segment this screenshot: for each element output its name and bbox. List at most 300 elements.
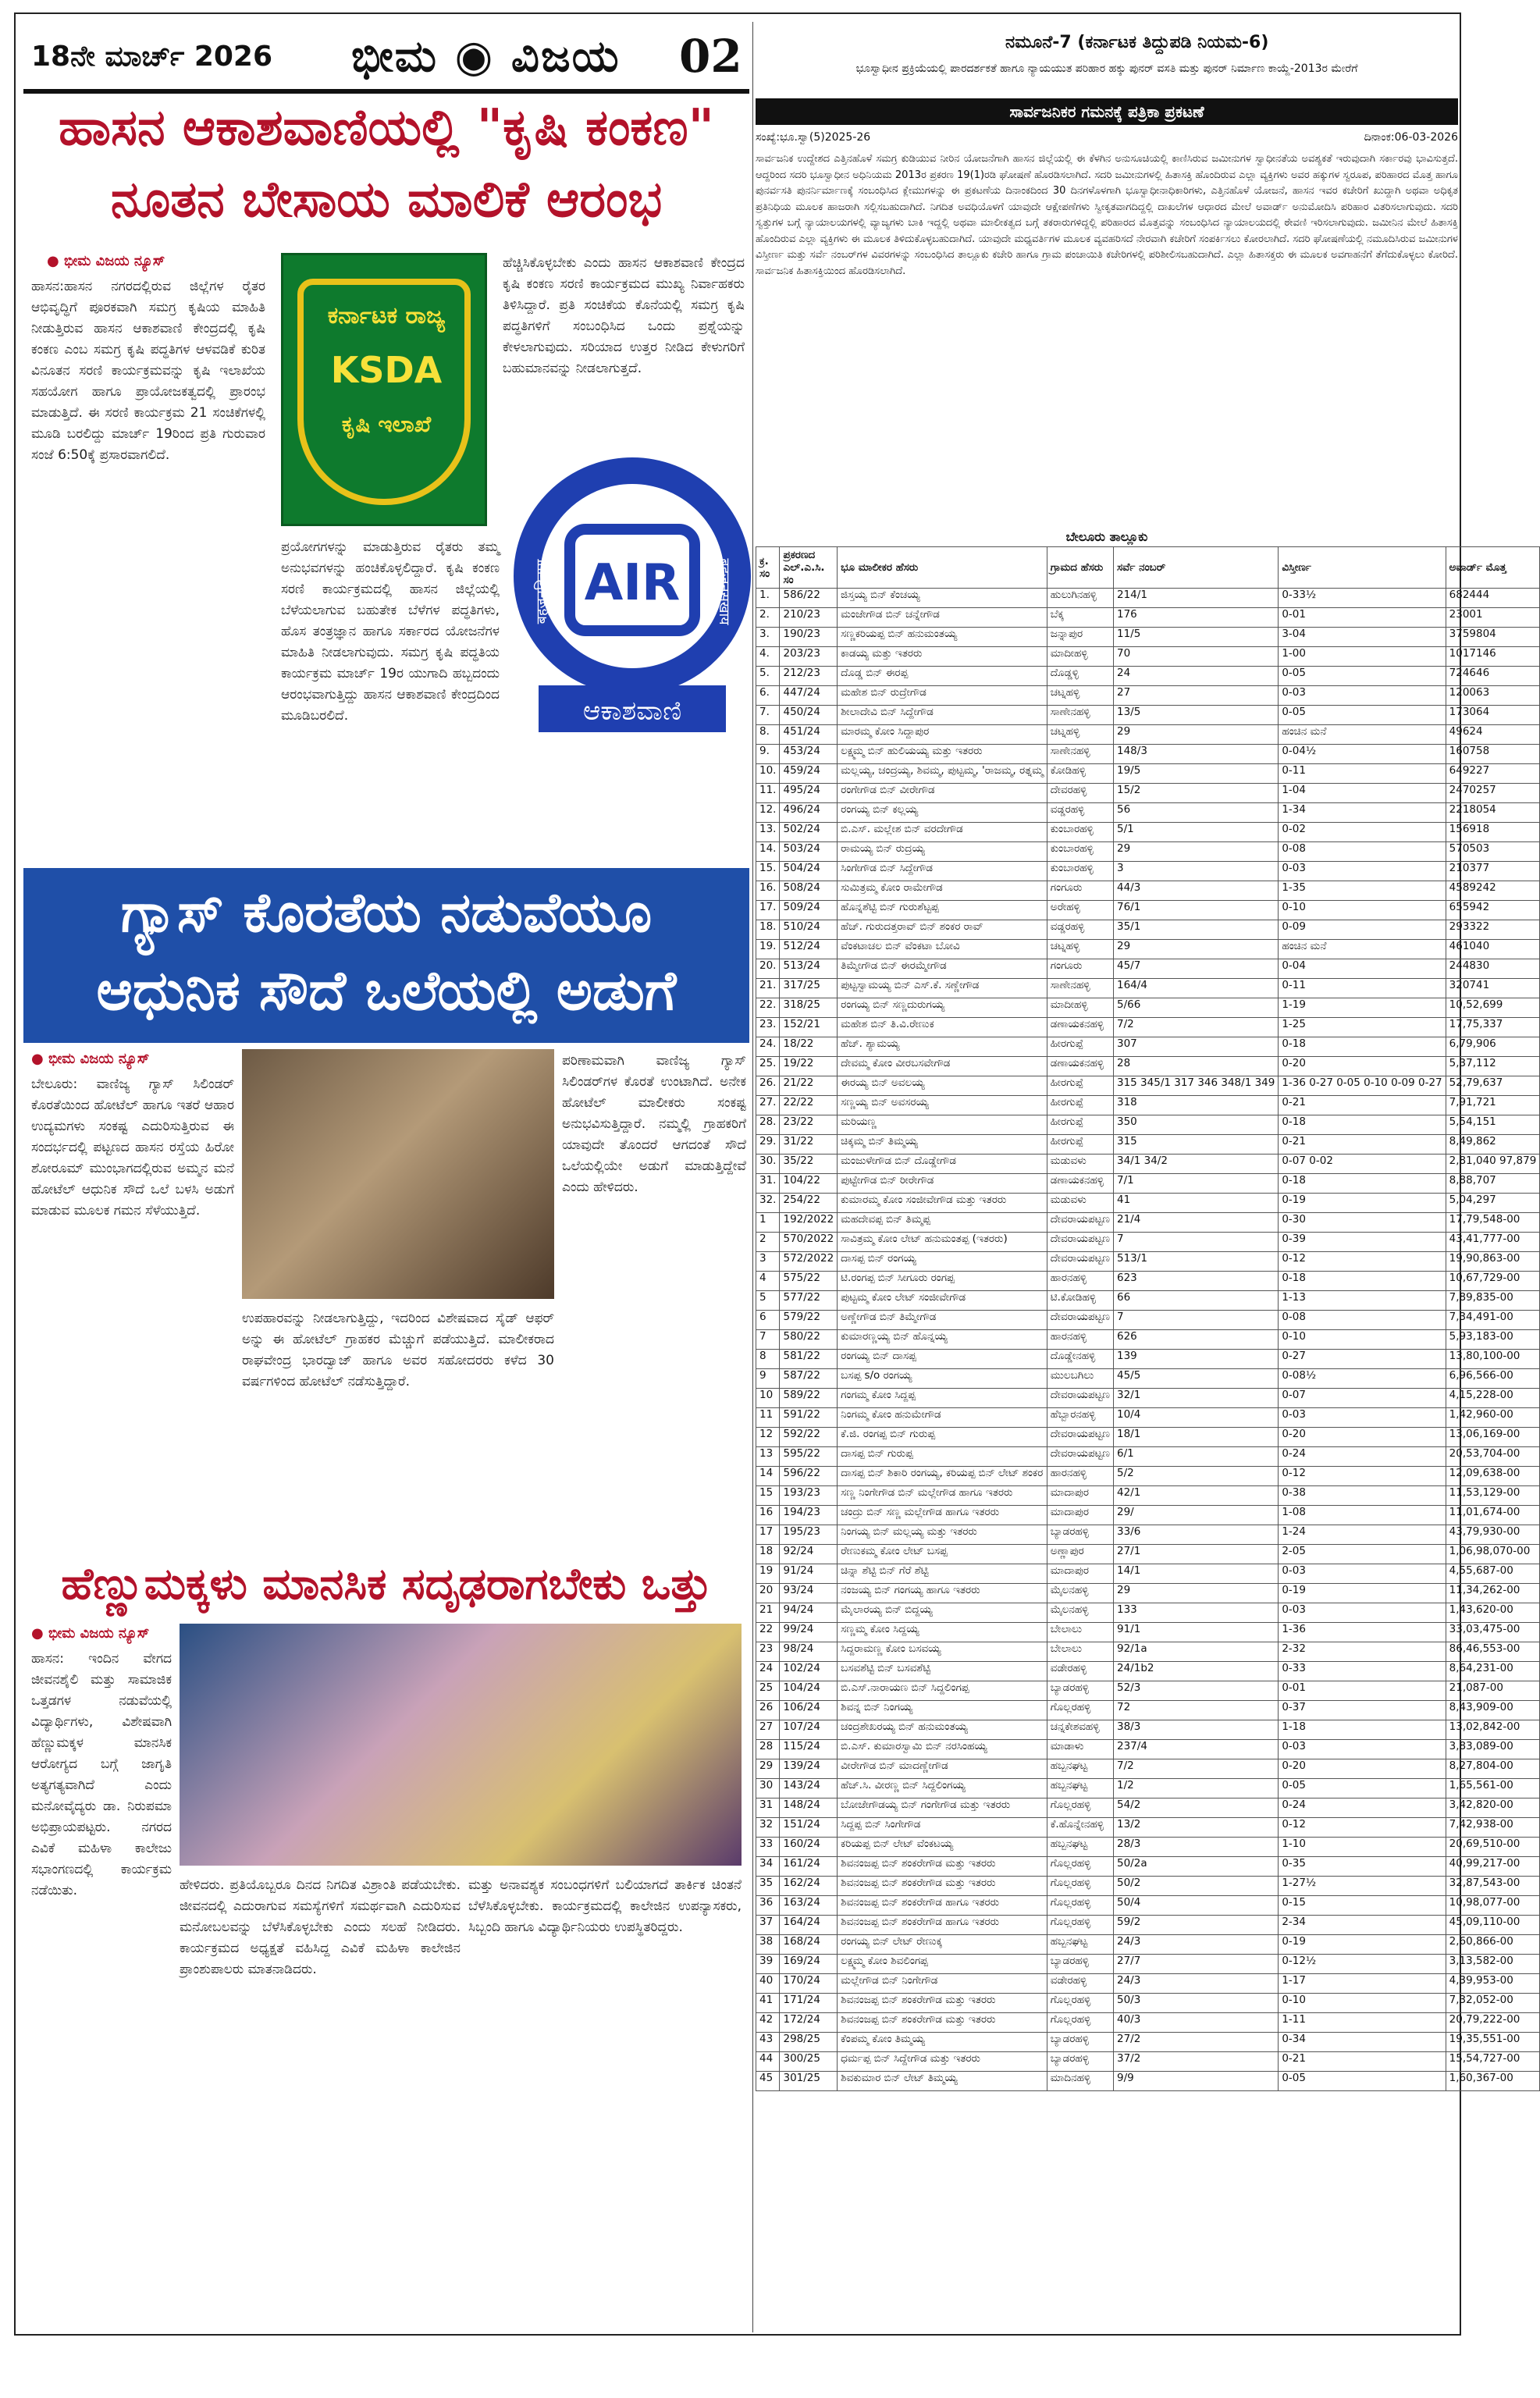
cell-extent: 0-38 <box>1279 1486 1446 1506</box>
table-row <box>756 647 1540 667</box>
awareness-event-photo <box>180 1624 742 1866</box>
cell-sl-no: 17. <box>756 901 780 920</box>
land-award-table <box>756 546 1540 2091</box>
cell-survey: 52/3 <box>1114 1681 1279 1701</box>
cell-survey: 41 <box>1114 1194 1279 1213</box>
cell-owner: ಸಾವಿತ್ರಮ್ಮ ಕೋಂ ಲೇಟ್ ಹನುಮಂತಪ್ಪ (ಇತರರು) <box>838 1233 1047 1252</box>
cell-award: 5,54,151 <box>1446 1115 1540 1135</box>
cell-village: ಕುಂಬಾರಹಳ್ಳಿ <box>1047 842 1113 862</box>
col-case-no: ಪ್ರಕರಣದ ಎಲ್.ಎ.ಸಿ. ಸಂ <box>780 547 838 589</box>
table-row <box>756 1428 1540 1447</box>
cell-sl-no: 31 <box>756 1798 780 1818</box>
cell-case-no: 318/25 <box>780 998 838 1018</box>
cell-sl-no: 41 <box>756 1994 780 2013</box>
cell-case-no: 572/2022 <box>780 1252 838 1272</box>
cell-extent: 0-03 <box>1279 1603 1446 1623</box>
cell-survey: 42/1 <box>1114 1486 1279 1506</box>
cell-village: ಗಂಗೂರು <box>1047 959 1113 979</box>
cell-award: 15,54,727-00 <box>1446 2052 1540 2072</box>
cell-sl-no: 16 <box>756 1506 780 1525</box>
table-row <box>756 1681 1540 1701</box>
cell-sl-no: 5 <box>756 1291 780 1311</box>
table-row <box>756 1350 1540 1369</box>
table-row <box>756 979 1540 998</box>
cell-survey: 50/3 <box>1114 1994 1279 2013</box>
table-row <box>756 1506 1540 1525</box>
cell-village: ಹೀರಗುಪ್ಪೆ <box>1047 1135 1113 1155</box>
cell-extent: 2-05 <box>1279 1545 1446 1564</box>
cell-sl-no: 9. <box>756 745 780 764</box>
cell-case-no: 512/24 <box>780 940 838 959</box>
cell-sl-no: 30 <box>756 1779 780 1798</box>
cell-owner: ನಂಜಯ್ಯ ಬಿನ್ ಗಂಗಯ್ಯ ಹಾಗೂ ಇತರರು <box>838 1584 1047 1603</box>
cell-extent: 0-08 <box>1279 842 1446 862</box>
cell-owner: ಬಸಪ್ಪ s/o ರಂಗಯ್ಯ <box>838 1369 1047 1389</box>
table-row <box>756 1857 1540 1877</box>
table-row <box>756 959 1540 979</box>
newspaper-page <box>14 12 1537 2336</box>
cell-sl-no: 36 <box>756 1896 780 1916</box>
cell-sl-no: 14. <box>756 842 780 862</box>
cell-extent: 0-08 <box>1279 1311 1446 1330</box>
cell-owner: ರಂಗಯ್ಯ ಬಿನ್ ಸಣ್ಣದುರುಗಯ್ಯ <box>838 998 1047 1018</box>
cell-extent: 0-24 <box>1279 1798 1446 1818</box>
article1-body-bottom: ಪ್ರಯೋಗಗಳನ್ನು ಮಾಡುತ್ತಿರುವ ರೈತರು ತಮ್ಮ ಅನುಭವಗಳನ್ನು ಹಂಚಿಕೊಳ್ಳಲಿದ್ದಾರೆ. ಕೃಷಿ ಕಂಕಣ ಸರಣಿ ಕಾರ್ಯಕ್ರಮದಲ್ಲಿ ಹಾಸನ ಜಿಲ್ಲೆಯಲ್ಲಿ ಬೆಳೆಯಲಾಗುವ ಬಹುತೇಕ ಬೆಳೆಗಳ ಪದ್ಧತಿಗಳು, ಹೊಸ ತಂತ್ರಜ್ಞಾನ ಹಾಗೂ ಸರ್ಕಾರದ ಯೋಜನೆಗಳ ಮಾಹಿತಿ ನೀಡಲಾಗುವುದು. ಸಮಗ್ರ ಕೃಷಿ ಪದ್ಧತಿಯ ಕಾರ್ಯಕ್ರಮ ಮಾರ್ಚ್ 19ರ ಯುಗಾದಿ ಹಬ್ಬದಂದು ಆರಂಭವಾಗುತ್ತಿದ್ದು ಹಾಸನ ಆಕಾಶವಾಣಿ ಕೇಂದ್ರದಿಂದ ಮೂಡಿಬರಲಿದೆ. <box>281 539 500 724</box>
cell-case-no: 447/24 <box>780 686 838 706</box>
cell-extent: 0-20 <box>1279 1428 1446 1447</box>
table-row <box>756 1486 1540 1506</box>
cell-sl-no: 30. <box>756 1155 780 1174</box>
cell-extent: 0-03 <box>1279 1408 1446 1428</box>
cell-village: ಗೊಲ್ಲರಹಳ್ಳಿ <box>1047 2013 1113 2033</box>
cell-village: ವಡೇರಹಳ್ಳಿ <box>1047 1974 1113 1994</box>
table-row <box>756 2013 1540 2033</box>
cell-extent: 0-03 <box>1279 686 1446 706</box>
cell-award: 2,60,866-00 <box>1446 1935 1540 1955</box>
cell-case-no: 151/24 <box>780 1818 838 1838</box>
cell-owner: ಪುಟ್ಟೇಗೌಡ ಬಿನ್ ರೀರೇಗೌಡ <box>838 1174 1047 1194</box>
cell-survey: 70 <box>1114 647 1279 667</box>
cell-award: 13,80,100-00 <box>1446 1350 1540 1369</box>
cell-sl-no: 14 <box>756 1467 780 1486</box>
cell-sl-no: 2. <box>756 608 780 628</box>
cell-award: 3,42,820-00 <box>1446 1798 1540 1818</box>
cell-village: ಗೊಲ್ಲರಹಳ್ಳಿ <box>1047 1916 1113 1935</box>
cell-village: ದೇವರಾಯಪಟ್ಟಣ <box>1047 1428 1113 1447</box>
table-row <box>756 686 1540 706</box>
cell-award: 293322 <box>1446 920 1540 940</box>
cell-award: 43,79,930-00 <box>1446 1525 1540 1545</box>
cell-award: 461040 <box>1446 940 1540 959</box>
cell-award: 156918 <box>1446 823 1540 842</box>
cell-extent: 0-21 <box>1279 1096 1446 1115</box>
cell-extent: 0-02 <box>1279 823 1446 842</box>
cell-village: ಕೆ.ಹೊನ್ನೇನಹಳ್ಳಿ <box>1047 1818 1113 1838</box>
cell-sl-no: 38 <box>756 1935 780 1955</box>
cell-extent: 2-34 <box>1279 1916 1446 1935</box>
table-row <box>756 589 1540 608</box>
cell-survey: 18/1 <box>1114 1428 1279 1447</box>
cell-extent: 0-03 <box>1279 1564 1446 1584</box>
table-row <box>756 823 1540 842</box>
cell-village: ಬೆಕ್ಕ <box>1047 608 1113 628</box>
table-row <box>756 901 1540 920</box>
cell-case-no: 162/24 <box>780 1877 838 1896</box>
cell-owner: ಕೆಂಪಮ್ಮ ಕೋಂ ತಿಮ್ಮಯ್ಯ <box>838 2033 1047 2052</box>
table-row <box>756 1779 1540 1798</box>
cell-case-no: 496/24 <box>780 803 838 823</box>
cell-case-no: 169/24 <box>780 1955 838 1974</box>
cell-owner: ಮಂಜೇಗೌಡ ಬಿನ್ ಚನ್ನೇಗೌಡ <box>838 608 1047 628</box>
cell-owner: ಮಲ್ಲೇಗೌಡ ಬಿನ್ ನಿಂಗೇಗೌಡ <box>838 1974 1047 1994</box>
cell-survey: 24/1b2 <box>1114 1662 1279 1681</box>
cell-award: 20,69,510-00 <box>1446 1838 1540 1857</box>
cell-award: 8,64,231-00 <box>1446 1662 1540 1681</box>
cell-owner: ಬಸವಶೆಟ್ಟಿ ಬಿನ್ ಬಸವಶೆಟ್ಟಿ <box>838 1662 1047 1681</box>
cell-award: 173064 <box>1446 706 1540 725</box>
cell-owner: ನಿಂಗಯ್ಯ ಬಿನ್ ಮಲ್ಲಯ್ಯ ಮತ್ತು ಇತರರು <box>838 1525 1047 1545</box>
article2-headline-line1: ಗ್ಯಾಸ್ ಕೊರತೆಯ ನಡುವೆಯೂ <box>120 881 653 945</box>
cell-village: ಅಣ್ಣಾಪುರ <box>1047 1545 1113 1564</box>
cell-case-no: 104/24 <box>780 1681 838 1701</box>
table-row <box>756 1642 1540 1662</box>
table-row <box>756 1018 1540 1037</box>
article2-body-left: ಬೇಲೂರು: ವಾಣಿಜ್ಯ ಗ್ಯಾಸ್ ಸಿಲಿಂಡರ್ ಕೊರತೆಯಿಂದ ಹೋಟೆಲ್ ಹಾಗೂ ಇತರೆ ಆಹಾರ ಉದ್ಯಮಗಳು ಸಂಕಷ್ಟ ಎದುರಿಸುತ್ತಿರುವ ಈ ಸಂದರ್ಭದಲ್ಲಿ ಪಟ್ಟಣದ ಹಾಸನ ರಸ್ತೆಯ ಹಿರೋ ಶೋರೂಮ್ ಮುಂಭಾಗದಲ್ಲಿರುವ ಅಮ್ಮನ ಮನೆ ಹೋಟೆಲ್ ಆಧುನಿಕ ಸೌದೆ ಒಲೆ ಬಳಸಿ ಅಡುಗೆ ಮಾಡುವ ಮೂಲಕ ಗಮನ ಸೆಳೆಯುತ್ತಿದೆ. <box>31 1076 234 1219</box>
table-row <box>756 998 1540 1018</box>
cell-owner: ನಿಂಗಮ್ಮ ಕೋಂ ಹನುಮೇಗೌಡ <box>838 1408 1047 1428</box>
cell-sl-no: 40 <box>756 1974 780 1994</box>
cell-village: ಕುಂಬಾರಹಳ್ಳಿ <box>1047 862 1113 881</box>
table-row <box>756 1291 1540 1311</box>
article3-body-right: ಮತ್ತು ಅನಾವಶ್ಯಕ ಸಂಬಂಧಗಳಿಗೆ ಬಲಿಯಾಗದೆ ತಾರ್ಕಿಕ ಚಿಂತನೆ ಬೆಳೆಸಿಕೊಳ್ಳಬೇಕು. ಕಾರ್ಯಕ್ರಮದಲ್ಲಿ ಕಾಲೇಜಿನ ಉಪನ್ಯಾಸಕರು, ಸಿಬ್ಬಂದಿ ಹಾಗೂ ವಿದ್ಯಾರ್ಥಿನಿಯರು ಉಪಸ್ಥಿತರಿದ್ದರು. <box>468 1877 742 1935</box>
notice-banner: ಸಾರ್ವಜನಿಕರ ಗಮನಕ್ಕೆ ಪತ್ರಿಕಾ ಪ್ರಕಟಣೆ <box>756 98 1458 125</box>
article1-byline: ● ಭೀಮ ವಿಜಯ ನ್ಯೂಸ್ <box>47 253 165 269</box>
cell-village: ಟಿ.ಕೋಡಿಹಳ್ಳಿ <box>1047 1291 1113 1311</box>
cell-survey: 35/1 <box>1114 920 1279 940</box>
cell-extent: 0-07 <box>1279 1389 1446 1408</box>
table-row <box>756 1252 1540 1272</box>
cell-case-no: 168/24 <box>780 1935 838 1955</box>
cell-survey: 27/7 <box>1114 1955 1279 1974</box>
cell-case-no: 508/24 <box>780 881 838 901</box>
cell-case-no: 589/22 <box>780 1389 838 1408</box>
article2-headline-line2: ಆಧುನಿಕ ಸೌದೆ ಒಲೆಯಲ್ಲಿ ಅಡುಗೆ <box>96 959 677 1023</box>
cell-village: ಮೈಲನಹಳ್ಳಿ <box>1047 1584 1113 1603</box>
cell-owner: ಸುಮಿತ್ರಮ್ಮ ಕೋಂ ರಾಮೇಗೌಡ <box>838 881 1047 901</box>
cell-survey: 29 <box>1114 725 1279 745</box>
cell-village: ಚಟ್ನಹಳ್ಳಿ <box>1047 686 1113 706</box>
cell-owner: ಶಿವನಂಜಪ್ಪ ಬಿನ್ ಶಂಕರೇಗೌಡ ಮತ್ತು ಇತರರು <box>838 1877 1047 1896</box>
cell-case-no: 190/23 <box>780 628 838 647</box>
col-owner-name: ಭೂ ಮಾಲೀಕರ ಹೆಸರು <box>838 547 1047 589</box>
cell-case-no: 450/24 <box>780 706 838 725</box>
article2-body-mid: ಉಪಹಾರವನ್ನು ನೀಡಲಾಗುತ್ತಿದ್ದು, ಇದರಿಂದ ವಿಶೇಷವಾದ ಸೈಡ್ ಆಫರ್ ಅನ್ನು ಈ ಹೋಟೆಲ್ ಗ್ರಾಹಕರ ಮೆಚ್ಚುಗೆ ಪಡೆಯುತ್ತಿದೆ. ಮಾಲೀಕರಾದ ರಾಘವೇಂದ್ರ ಭಾರದ್ವಾಜ್ ಹಾಗೂ ಅವರ ಸಹೋದರರು ಕಳೆದ 30 ವರ್ಷಗಳಿಂದ ಹೋಟೆಲ್ ನಡೆಸುತ್ತಿದ್ದಾರೆ. <box>242 1311 554 1389</box>
cell-extent: 0-24 <box>1279 1447 1446 1467</box>
table-row <box>756 842 1540 862</box>
cell-sl-no: 1. <box>756 589 780 608</box>
cell-award: 8,43,909-00 <box>1446 1701 1540 1720</box>
cell-village: ಹುಲುಗಿನಹಳ್ಳಿ <box>1047 589 1113 608</box>
article2-body-right: ಪರಿಣಾಮವಾಗಿ ವಾಣಿಜ್ಯ ಗ್ಯಾಸ್ ಸಿಲಿಂಡರ್‌ಗಳ ಕೊರತೆ ಉಂಟಾಗಿದೆ. ಅನೇಕ ಹೋಟೆಲ್ ಮಾಲೀಕರು ಸಂಕಷ್ಟ ಅನುಭವಿಸುತ್ತಿದ್ದಾರೆ. ನಮ್ಮಲ್ಲಿ ಗ್ರಾಹಕರಿಗೆ ಯಾವುದೇ ತೊಂದರೆ ಆಗದಂತೆ ಸೌದೆ ಒಲೆಯಲ್ಲಿಯೇ ಅಡುಗೆ ಮಾಡುತ್ತಿದ್ದೇವೆ ಎಂದು ಹೇಳಿದರು. <box>562 1053 746 1195</box>
cell-sl-no: 13. <box>756 823 780 842</box>
cell-survey: 37/2 <box>1114 2052 1279 2072</box>
table-row <box>756 1818 1540 1838</box>
cell-sl-no: 12. <box>756 803 780 823</box>
cell-owner: ಬೋಜೇಗೌಡಯ್ಯ ಬಿನ್ ಗಂಗೇಗೌಡ ಮತ್ತು ಇತರರು <box>838 1798 1047 1818</box>
cell-case-no: 298/25 <box>780 2033 838 2052</box>
cell-award: 6,96,566-00 <box>1446 1369 1540 1389</box>
cell-extent: 0-10 <box>1279 1994 1446 2013</box>
cell-award: 19,35,551-00 <box>1446 2033 1540 2052</box>
cell-extent: 1-13 <box>1279 1291 1446 1311</box>
cell-survey: 5/2 <box>1114 1467 1279 1486</box>
cell-case-no: 107/24 <box>780 1720 838 1740</box>
column-divider <box>752 22 753 2332</box>
table-row <box>756 1701 1540 1720</box>
cell-survey: 5/66 <box>1114 998 1279 1018</box>
cell-survey: 350 <box>1114 1115 1279 1135</box>
cell-award: 17,79,548-00 <box>1446 1213 1540 1233</box>
col-sl-no: ಕ್ರ. ಸಂ <box>756 547 780 589</box>
table-header-row <box>756 547 1540 589</box>
table-row <box>756 1759 1540 1779</box>
cell-survey: 72 <box>1114 1701 1279 1720</box>
cell-award: 12,09,638-00 <box>1446 1467 1540 1486</box>
cell-award: 10,67,729-00 <box>1446 1272 1540 1291</box>
cell-case-no: 580/22 <box>780 1330 838 1350</box>
cell-sl-no: 27. <box>756 1096 780 1115</box>
cell-extent: 1-08 <box>1279 1506 1446 1525</box>
cell-award: 8,88,707 <box>1446 1174 1540 1194</box>
cell-case-no: 91/24 <box>780 1564 838 1584</box>
cell-extent: 0-03 <box>1279 1740 1446 1759</box>
cell-village: ಬ್ಯಾಡರಹಳ್ಳಿ <box>1047 2052 1113 2072</box>
cell-survey: 54/2 <box>1114 1798 1279 1818</box>
cell-case-no: 143/24 <box>780 1779 838 1798</box>
cell-village: ಮಡುವಳು <box>1047 1155 1113 1174</box>
table-row <box>756 1233 1540 1252</box>
cell-award: 3,83,089-00 <box>1446 1740 1540 1759</box>
cell-sl-no: 3 <box>756 1252 780 1272</box>
cell-award: 40,99,217-00 <box>1446 1857 1540 1877</box>
table-row <box>756 1467 1540 1486</box>
cell-village: ಬ್ಯಾಡರಹಳ್ಳಿ <box>1047 1955 1113 1974</box>
cell-sl-no: 26. <box>756 1076 780 1096</box>
cell-sl-no: 25 <box>756 1681 780 1701</box>
cell-village: ಕುಂಬಾರಹಳ್ಳಿ <box>1047 823 1113 842</box>
cell-case-no: 513/24 <box>780 959 838 979</box>
cell-award: 3759804 <box>1446 628 1540 647</box>
cell-village: ದೇವರಾಯಪಟ್ಟಣ <box>1047 1213 1113 1233</box>
cell-survey: 28/3 <box>1114 1838 1279 1857</box>
cell-sl-no: 19 <box>756 1564 780 1584</box>
cell-village: ಹಬ್ಬನಘಟ್ಟ <box>1047 1779 1113 1798</box>
cell-owner: ಬಿ.ಎಸ್. ಕುಮಾರಸ್ವಾಮಿ ಬಿನ್ ನರಸಿಂಹಯ್ಯ <box>838 1740 1047 1759</box>
cell-sl-no: 15 <box>756 1486 780 1506</box>
cell-case-no: 161/24 <box>780 1857 838 1877</box>
cell-owner: ದೊಡ್ಡ ಬಿನ್ ಈರಪ್ಪ <box>838 667 1047 686</box>
cell-award: 1017146 <box>1446 647 1540 667</box>
cell-survey: 623 <box>1114 1272 1279 1291</box>
cell-award: 1,06,98,070-00 <box>1446 1545 1540 1564</box>
table-row <box>756 1115 1540 1135</box>
cell-survey: 24/3 <box>1114 1974 1279 1994</box>
cell-case-no: 148/24 <box>780 1798 838 1818</box>
cell-extent: 0-21 <box>1279 1135 1446 1155</box>
cell-village: ದೇವರಾಯಪಟ್ಟಣ <box>1047 1389 1113 1408</box>
cell-village: ಡಣಾಯಕನಹಳ್ಳಿ <box>1047 1057 1113 1076</box>
table-row <box>756 1545 1540 1564</box>
col-extent: ವಿಸ್ತೀರ್ಣ <box>1279 547 1446 589</box>
cell-village: ದೇವರಾಯಪಟ್ಟಣ <box>1047 1252 1113 1272</box>
cell-owner: ರಂಗೇಗೌಡ ಬಿನ್ ವೀರೇಗೌಡ <box>838 784 1047 803</box>
cell-extent: 0-37 <box>1279 1701 1446 1720</box>
table-row <box>756 1525 1540 1545</box>
cell-owner: ಬಿ.ಎಸ್. ಮಲ್ಲೇಶ ಬಿನ್ ವರದೇಗೌಡ <box>838 823 1047 842</box>
cell-owner: ಚಂದ್ರಶೇಖರಯ್ಯ ಬಿನ್ ಹನುಮಂತಯ್ಯ <box>838 1720 1047 1740</box>
cell-owner: ಲಕ್ಷ್ಮಮ್ಮ ಕೋಂ ಶಿವಲಿಂಗಪ್ಪ <box>838 1955 1047 1974</box>
cell-extent: 1-10 <box>1279 1838 1446 1857</box>
cell-extent: 1-19 <box>1279 998 1446 1018</box>
cell-extent: 0-18 <box>1279 1174 1446 1194</box>
cell-extent: 0-34 <box>1279 2033 1446 2052</box>
cell-owner: ಕಾಡಯ್ಯ ಮತ್ತು ಇತರರು <box>838 647 1047 667</box>
cell-sl-no: 43 <box>756 2033 780 2052</box>
cell-survey: 7/2 <box>1114 1759 1279 1779</box>
cell-sl-no: 33 <box>756 1838 780 1857</box>
cell-award: 655942 <box>1446 901 1540 920</box>
cell-sl-no: 7. <box>756 706 780 725</box>
cell-case-no: 591/22 <box>780 1408 838 1428</box>
cell-sl-no: 18 <box>756 1545 780 1564</box>
cell-survey: 24/3 <box>1114 1935 1279 1955</box>
cell-extent: 0-12 <box>1279 1467 1446 1486</box>
table-row <box>756 1330 1540 1350</box>
cell-extent: 1-11 <box>1279 2013 1446 2033</box>
air-monogram: AIR <box>584 554 681 612</box>
table-row <box>756 1584 1540 1603</box>
table-row <box>756 1603 1540 1623</box>
cell-award: 20,53,704-00 <box>1446 1447 1540 1467</box>
cell-sl-no: 1 <box>756 1213 780 1233</box>
cell-sl-no: 4 <box>756 1272 780 1291</box>
cell-owner: ಕುಮಾರಣ್ಣಯ್ಯ ಬಿನ್ ಹೊನ್ನಯ್ಯ <box>838 1330 1047 1350</box>
cell-survey: 15/2 <box>1114 784 1279 803</box>
table-row <box>756 1838 1540 1857</box>
cell-award: 19,90,863-00 <box>1446 1252 1540 1272</box>
cell-extent: 0-33 <box>1279 1662 1446 1681</box>
cell-owner: ಪುಟ್ಟಸ್ವಾಮಯ್ಯ ಬಿನ್ ಎಸ್.ಕೆ. ಸಣ್ಣೇಗೌಡ <box>838 979 1047 998</box>
cell-survey: 7/1 <box>1114 1174 1279 1194</box>
cell-case-no: 575/22 <box>780 1272 838 1291</box>
cell-sl-no: 17 <box>756 1525 780 1545</box>
cell-village: ಹೆಬ್ಬಾರನಹಳ್ಳಿ <box>1047 1408 1113 1428</box>
cell-sl-no: 8. <box>756 725 780 745</box>
cell-owner: ಕರಿಯಪ್ಪ ಬಿನ್ ಲೇಟ್ ವೆಂಕಟಯ್ಯ <box>838 1838 1047 1857</box>
cell-case-no: 210/23 <box>780 608 838 628</box>
page-number: 02 <box>679 30 742 83</box>
article3-body-left: ಹಾಸನ: ಇಂದಿನ ವೇಗದ ಜೀವನಶೈಲಿ ಮತ್ತು ಸಾಮಾಜಿಕ ಒತ್ತಡಗಳ ನಡುವೆಯಲ್ಲಿ ವಿದ್ಯಾರ್ಥಿಗಳು, ವಿಶೇಷವಾಗಿ ಹೆಣ್ಣುಮಕ್ಕಳ ಮಾನಸಿಕ ಆರೋಗ್ಯದ ಬಗ್ಗೆ ಜಾಗೃತಿ ಅತ್ಯಗತ್ಯವಾಗಿದೆ ಎಂದು ಮನೋವೈದ್ಯರು ಡಾ. ನಿರುಪಮಾ ಅಭಿಪ್ರಾಯಪಟ್ಟರು. ನಗರದ ಎವಿಕೆ ಮಹಿಳಾ ಕಾಲೇಜು ಸಭಾಂಗಣದಲ್ಲಿ ಕಾರ್ಯಕ್ರಮ ನಡೆಯಿತು. <box>31 1651 172 1898</box>
article2-byline: ● ಭೀಮ ವಿಜಯ ನ್ಯೂಸ್ <box>31 1051 150 1067</box>
cell-extent: 0-20 <box>1279 1057 1446 1076</box>
cell-sl-no: 22 <box>756 1623 780 1642</box>
cell-village: ದೊಡ್ಡಳ್ಳಿ <box>1047 667 1113 686</box>
cell-extent: 1-36 0-27 0-05 0-10 0-09 0-27 <box>1279 1076 1446 1096</box>
cell-award: 1,60,367-00 <box>1446 2072 1540 2091</box>
cell-owner: ಗಂಗಮ್ಮ ಕೋಂ ಸಿದ್ದಪ್ಪ <box>838 1389 1047 1408</box>
cell-owner: ಹೊನ್ನಶೆಟ್ಟಿ ಬಿನ್ ಗುರುಶೆಟ್ಟಪ್ಪ <box>838 901 1047 920</box>
cell-award: 4,55,687-00 <box>1446 1564 1540 1584</box>
cell-village: ವಡ್ಡರಹಳ್ಳಿ <box>1047 920 1113 940</box>
cell-village: ದೇವರಹಳ್ಳಿ <box>1047 784 1113 803</box>
cell-survey: 29 <box>1114 1584 1279 1603</box>
cell-survey: 27/1 <box>1114 1545 1279 1564</box>
ksda-logo <box>281 253 487 526</box>
cell-sl-no: 44 <box>756 2052 780 2072</box>
cell-extent: 1-00 <box>1279 647 1446 667</box>
cell-survey: 626 <box>1114 1330 1279 1350</box>
article1-headline-line2: ನೂತನ ಬೇಸಾಯ ಮಾಲಿಕೆ ಆರಂಭ <box>110 171 663 229</box>
cell-extent: 0-19 <box>1279 1194 1446 1213</box>
cell-sl-no: 28. <box>756 1115 780 1135</box>
cell-village: ಮೈಲನಹಳ್ಳಿ <box>1047 1603 1113 1623</box>
cell-sl-no: 23 <box>756 1642 780 1662</box>
cell-sl-no: 32. <box>756 1194 780 1213</box>
article3-body-mid: ಹೇಳಿದರು. ಪ್ರತಿಯೊಬ್ಬರೂ ದಿನದ ನಿಗದಿತ ವಿಶ್ರಾಂತಿ ಪಡೆಯಬೇಕು. ಜೀವನದಲ್ಲಿ ಎದುರಾಗುವ ಸಮಸ್ಯೆಗಳಿಗೆ ಸಮರ್ಥವಾಗಿ ಎದುರಿಸುವ ಮನೋಬಲವನ್ನು ಬೆಳೆಸಿಕೊಳ್ಳಬೇಕು ಎಂದು ಸಲಹೆ ನೀಡಿದರು. ಕಾರ್ಯಕ್ರಮದ ಅಧ್ಯಕ್ಷತೆ ವಹಿಸಿದ್ದ ಎವಿಕೆ ಮಹಿಳಾ ಕಾಲೇಜಿನ ಪ್ರಾಂಶುಪಾಲರು ಮಾತನಾಡಿದರು. <box>180 1877 461 1977</box>
cell-case-no: 19/22 <box>780 1057 838 1076</box>
cell-sl-no: 9 <box>756 1369 780 1389</box>
cell-survey: 513/1 <box>1114 1252 1279 1272</box>
cell-owner: ಶಿವನಂಜಪ್ಪ ಬಿನ್ ಶಂಕರೇಗೌಡ ಮತ್ತು ಇತರರು <box>838 1994 1047 2013</box>
cell-award: 570503 <box>1446 842 1540 862</box>
cell-survey: 5/1 <box>1114 823 1279 842</box>
table-row <box>756 1564 1540 1584</box>
cell-sl-no: 39 <box>756 1955 780 1974</box>
article3-byline: ● ಭೀಮ ವಿಜಯ ನ್ಯೂಸ್ <box>31 1625 150 1642</box>
cell-case-no: 510/24 <box>780 920 838 940</box>
cell-case-no: 193/23 <box>780 1486 838 1506</box>
cell-extent: ಹಂಚಿನ ಮನೆ <box>1279 725 1446 745</box>
cell-extent: 0-05 <box>1279 2072 1446 2091</box>
cell-owner: ಮೈಲಾರಯ್ಯ ಬಿನ್ ಬಿದ್ದಯ್ಯ <box>838 1603 1047 1623</box>
cell-sl-no: 29. <box>756 1135 780 1155</box>
table-row <box>756 1408 1540 1428</box>
cell-award: 4,15,228-00 <box>1446 1389 1540 1408</box>
cell-case-no: 172/24 <box>780 2013 838 2033</box>
cell-owner: ರೇಣುಕಮ್ಮ ಕೋಂ ಲೇಟ್ ಬಸಪ್ಪ <box>838 1545 1047 1564</box>
air-left-arc-text: बहुजनहिताय <box>534 559 550 624</box>
cell-owner: ಚಿನ್ನಾ ಶೆಟ್ಟಿ ಬಿನ್ ಗೆರೆ ಶೆಟ್ಟಿ <box>838 1564 1047 1584</box>
cell-village: ಬೇಲಾಲು <box>1047 1623 1113 1642</box>
cell-award: 43,41,777-00 <box>1446 1233 1540 1252</box>
table-row <box>756 608 1540 628</box>
cell-village: ಹಬ್ಬನಘಟ್ಟ <box>1047 1838 1113 1857</box>
cell-village: ಚಟ್ನಹಳ್ಳಿ <box>1047 725 1113 745</box>
table-row <box>756 1311 1540 1330</box>
cell-owner: ದಾಸಪ್ಪ ಬಿನ್ ರಂಗಯ್ಯ <box>838 1252 1047 1272</box>
cell-survey: 13/2 <box>1114 1818 1279 1838</box>
article3-headline: ಹೆಣ್ಣುಮಕ್ಕಳು ಮಾನಸಿಕ ಸದೃಢರಾಗಬೇಕು ಒತ್ತು <box>61 1559 712 1610</box>
cell-village: ಮಾಡಾಳು <box>1047 1740 1113 1759</box>
table-row <box>756 1896 1540 1916</box>
cell-case-no: 18/22 <box>780 1037 838 1057</box>
cell-case-no: 93/24 <box>780 1584 838 1603</box>
cell-award: 7,91,721 <box>1446 1096 1540 1115</box>
table-row <box>756 1877 1540 1896</box>
cell-sl-no: 21. <box>756 979 780 998</box>
cell-sl-no: 22. <box>756 998 780 1018</box>
cell-extent: 0-39 <box>1279 1233 1446 1252</box>
